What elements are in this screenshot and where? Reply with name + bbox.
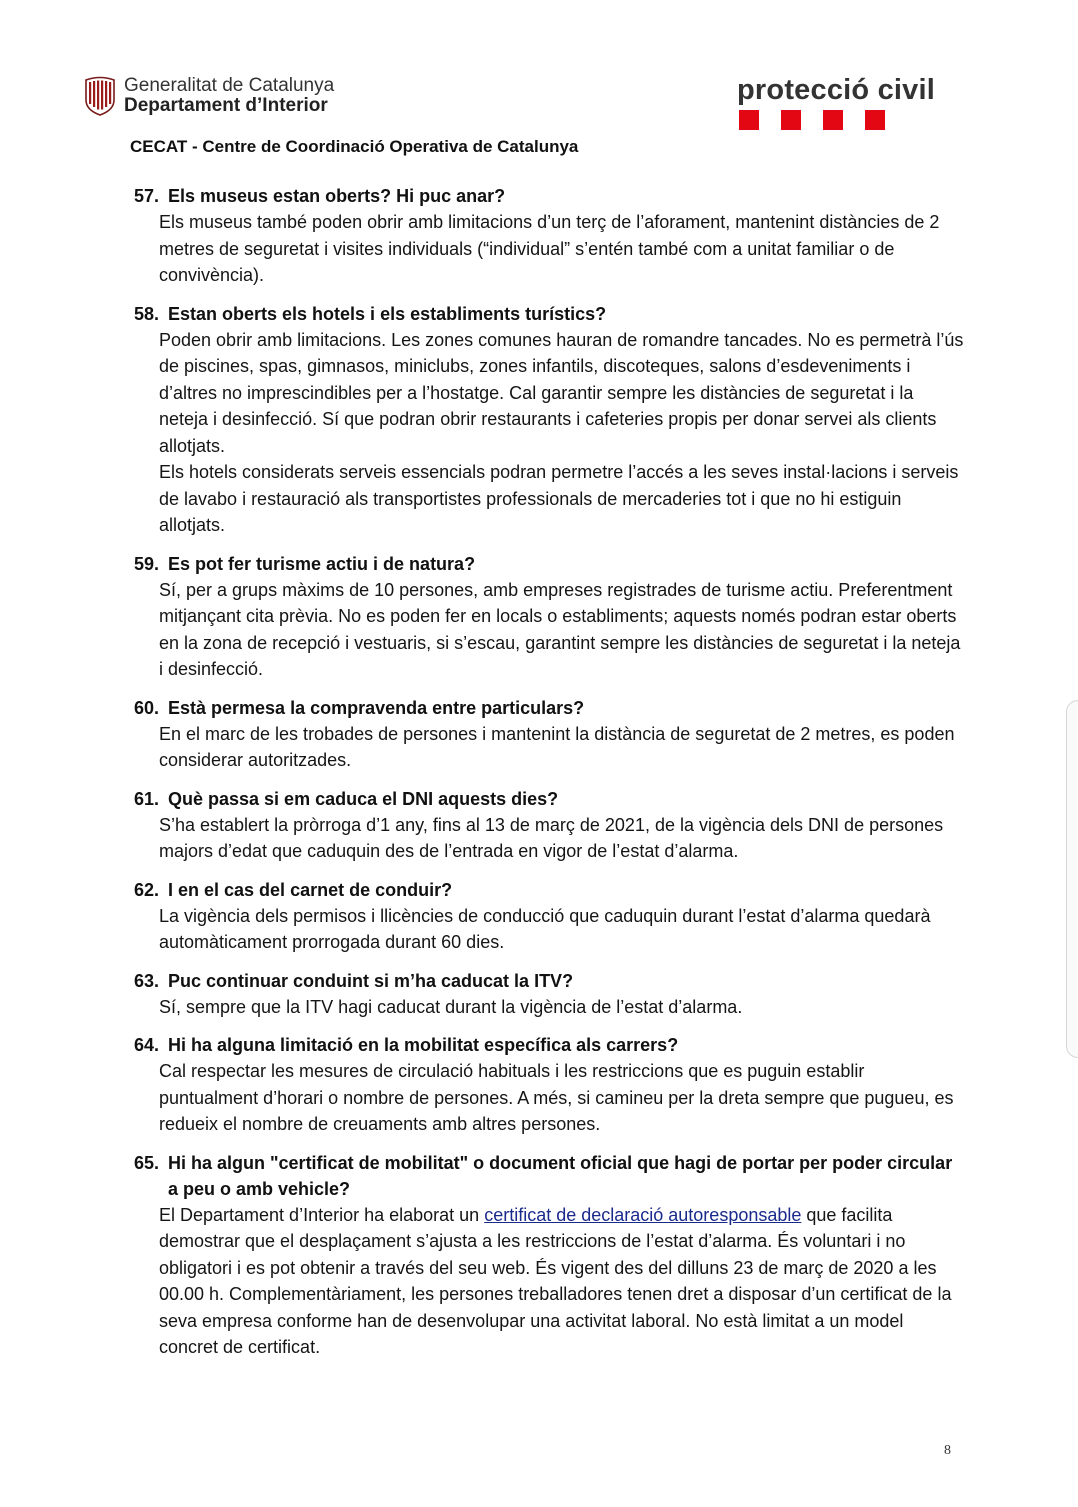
red-square-icon xyxy=(865,110,885,130)
certificate-link[interactable]: certificat de declaració autoresponsable xyxy=(484,1204,802,1225)
faq-item xyxy=(134,183,964,289)
generalitat-logo xyxy=(84,76,334,116)
question-text: Està permesa la compravenda entre particulars? xyxy=(168,697,585,718)
question-text: Els museus estan oberts? Hi puc anar? xyxy=(168,186,506,206)
red-square-icon xyxy=(781,110,801,130)
faq-answer: Sí, sempre que la ITV hagi caducat durant la vigència de l’estat d’alarma. xyxy=(159,996,743,1017)
faq-question xyxy=(134,786,964,812)
red-square-icon xyxy=(739,110,759,130)
proteccio-civil-logo xyxy=(737,74,935,130)
red-square-icon xyxy=(823,110,843,130)
faq-question xyxy=(134,695,964,721)
question-number: 59. xyxy=(134,553,160,574)
faq-item xyxy=(134,301,964,539)
faq-answer: En el marc de les trobades de persones i mantenint la distància de seguretat de 2 metres, es poden considerar autoritzades. xyxy=(159,723,955,770)
question-text: Hi ha alguna limitació en la mobilitat específica als carrers? xyxy=(168,1035,679,1055)
page-number: 8 xyxy=(944,1443,951,1458)
question-text: Estan oberts els hotels i els establiments turístics? xyxy=(168,303,607,324)
faq-question xyxy=(134,301,964,327)
faq-answer-continued: Els hotels considerats serveis essencials podran permetre l’accés a les seves instal·lacions i serveis de lavabo i restauració als transportistes professionals de mercaderies tot i que no hi estiguin allotjats. xyxy=(159,462,959,535)
department-name: Departament d’Interior xyxy=(124,95,328,116)
faq-item xyxy=(134,695,964,774)
faq-item xyxy=(134,1150,964,1361)
faq-answer: Cal respectar les mesures de circulació habituals i les restriccions que es puguin establir puntualment d’horari o nombre de persones. A més, si camineu per la dreta sempre que pugueu, es redueix el nombre de creuaments amb altres persones. xyxy=(159,1061,954,1134)
question-number: 57. xyxy=(134,186,160,206)
faq-item xyxy=(134,551,964,683)
proteccio-civil-wordmark: protecció civil xyxy=(737,74,936,106)
question-number: 64. xyxy=(134,1035,160,1055)
side-scroll-handle[interactable] xyxy=(1066,700,1078,1058)
faq-answer: La vigència dels permisos i llicències de conducció que caduquin durant l’estat d’alarma quedarà automàticament prorrogada durant 60 dies. xyxy=(159,905,931,952)
question-text: Es pot fer turisme actiu i de natura? xyxy=(168,553,476,574)
question-text: Què passa si em caduca el DNI aquests dies? xyxy=(168,788,559,809)
question-number: 58. xyxy=(134,303,160,324)
question-number: 60. xyxy=(134,697,160,718)
generalitat-name: Generalitat de Catalunya xyxy=(124,75,335,96)
faq-item xyxy=(134,877,964,956)
proteccio-civil-squares xyxy=(739,110,935,130)
faq-answer: Poden obrir amb limitacions. Les zones comunes hauran de romandre tancades. No es permetrà l’ús de piscines, spas, gimnasos, miniclubs, zones infantils, discoteques, salons d’esdeveniments i d’altres no imprescindibles per a l’hostatge. Cal garantir sempre les distàncies de seguretat i la neteja i desinfecció. Sí que podran obrir restaurants i cafeteries propis per donar servei als clients allotjats. xyxy=(159,329,964,456)
faq-answer: Els museus també poden obrir amb limitacions d’un terç de l’aforament, mantenint distàncies de 2 metres de seguretat i visites individuals (“individual” s’entén també com a unitat familiar o de convivència). xyxy=(159,212,940,285)
generalitat-emblem-icon xyxy=(84,76,116,116)
faq-answer: S’ha establert la pròrroga d’1 any, fins al 13 de març de 2021, de la vigència dels DNI de persones majors d’edat que caduquin des de l’entrada en vigor de l’estat d’alarma. xyxy=(159,814,944,861)
question-text: Hi ha algun "certificat de mobilitat" o document oficial que hagi de portar per poder circular a peu o amb vehicle? xyxy=(168,1152,953,1199)
answer-text-after-link: que facilita demostrar que el desplaçament s’ajusta a les restriccions de l’estat d’alarma. És voluntari i no obligatori i es pot obtenir a través del seu web. És vigent des del dilluns 23 de març de 2020 a les 00.00 h. Complementàriament, les persones treballadores tenen dret a disposar d’un certificat de la seva empresa conforme han de desenvolupar una activitat laboral. No està limitat a un model concret de certificat. xyxy=(159,1204,952,1357)
answer-text-before-link: El Departament d’Interior ha elaborat un xyxy=(159,1204,485,1225)
faq-answer xyxy=(159,1202,964,1361)
header-subtitle: CECAT - Centre de Coordinació Operativa de Catalunya xyxy=(130,137,579,156)
faq-question xyxy=(134,877,964,903)
question-number: 61. xyxy=(134,788,160,809)
faq-question xyxy=(134,1150,964,1202)
faq-question xyxy=(134,1032,964,1058)
faq-item xyxy=(134,968,964,1021)
faq-item xyxy=(134,1032,964,1138)
question-text: I en el cas del carnet de conduir? xyxy=(168,879,453,900)
faq-question xyxy=(134,551,964,577)
faq-answer: Sí, per a grups màxims de 10 persones, amb empreses registrades de turisme actiu. Preferentment mitjançant cita prèvia. No es poden fer en locals o establiments; aquests només podran estar oberts en la zona de recepció i vestuaris, si s’escau, garantint sempre les distàncies de seguretat i la neteja i desinfecció. xyxy=(159,579,961,679)
faq-question xyxy=(134,183,964,209)
faq-list xyxy=(134,183,964,1373)
question-number: 65. xyxy=(134,1152,160,1173)
question-number: 62. xyxy=(134,879,160,900)
faq-item xyxy=(134,786,964,865)
question-number: 63. xyxy=(134,970,160,991)
faq-question xyxy=(134,968,964,994)
question-text: Puc continuar conduint si m’ha caducat la ITV? xyxy=(168,970,574,991)
